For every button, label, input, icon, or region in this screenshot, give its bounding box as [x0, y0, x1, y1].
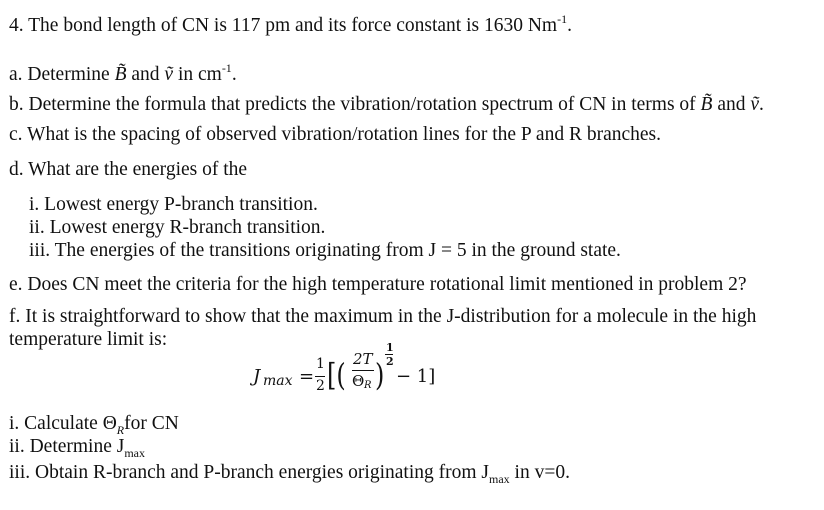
question-a: a. Determine B̃ and ṽ in $cm^{-1}$.: [9, 61, 237, 85]
question-f-ii: ii. Determine $J_{max}$: [9, 436, 146, 460]
jmax-equation: [253, 342, 453, 402]
question-d: d. What are the energies of the: [9, 159, 248, 180]
eq-frac-bar: [315, 376, 325, 377]
question-f-i: i. Calculate $\Theta_Rfor$ CN: [9, 413, 179, 437]
eq-inner-den-theta: Θ: [352, 372, 365, 390]
eq-exp-num: 1: [386, 341, 394, 354]
question-d-iii: iii. The energies of the transitions originating from J = 5 in the ground state.: [29, 240, 621, 261]
eq-close-paren: ): [375, 356, 385, 394]
eq-tail: − 1]: [396, 366, 436, 387]
eq-open-bracket: [(: [327, 356, 346, 394]
eq-lhs: J: [253, 366, 261, 387]
eq-lhs-sub: max: [263, 373, 293, 389]
question-d-ii: ii. Lowest energy R-branch transition.: [29, 217, 326, 238]
question-d-i: i. Lowest energy P-branch transition.: [29, 194, 318, 215]
eq-inner-num: 2T: [353, 350, 373, 368]
problem-title: 4. The bond length of CN is 117 pm and its force constant is 1630 $Nm^{-1}$.: [9, 12, 572, 36]
eq-equals: =: [299, 366, 315, 387]
question-c: c. What is the spacing of observed vibration/rotation lines for the P and R branches.: [9, 124, 662, 145]
eq-inner-den-sub: R: [364, 380, 372, 391]
eq-exp-den: 2: [386, 355, 394, 368]
question-b: b. Determine the formula that predicts the vibration/rotation spectrum of CN in terms of B̃ and ṽ.: [9, 94, 764, 115]
question-e: e. Does CN meet the criteria for the high temperature rotational limit mentioned in problem 2?: [9, 274, 747, 295]
eq-frac-den: 2: [316, 378, 325, 394]
eq-inner-bar: [352, 370, 374, 371]
eq-frac-num: 1: [316, 356, 325, 372]
question-f-line2: temperature limit is:: [9, 329, 168, 350]
question-f-line1: f. It is straightforward to show that the maximum in the J-distribution for a molecule in the high: [9, 306, 757, 327]
question-f-iii: iii. Obtain R-branch and P-branch energies originating from $J_{max}$ in v=0.: [9, 462, 570, 486]
